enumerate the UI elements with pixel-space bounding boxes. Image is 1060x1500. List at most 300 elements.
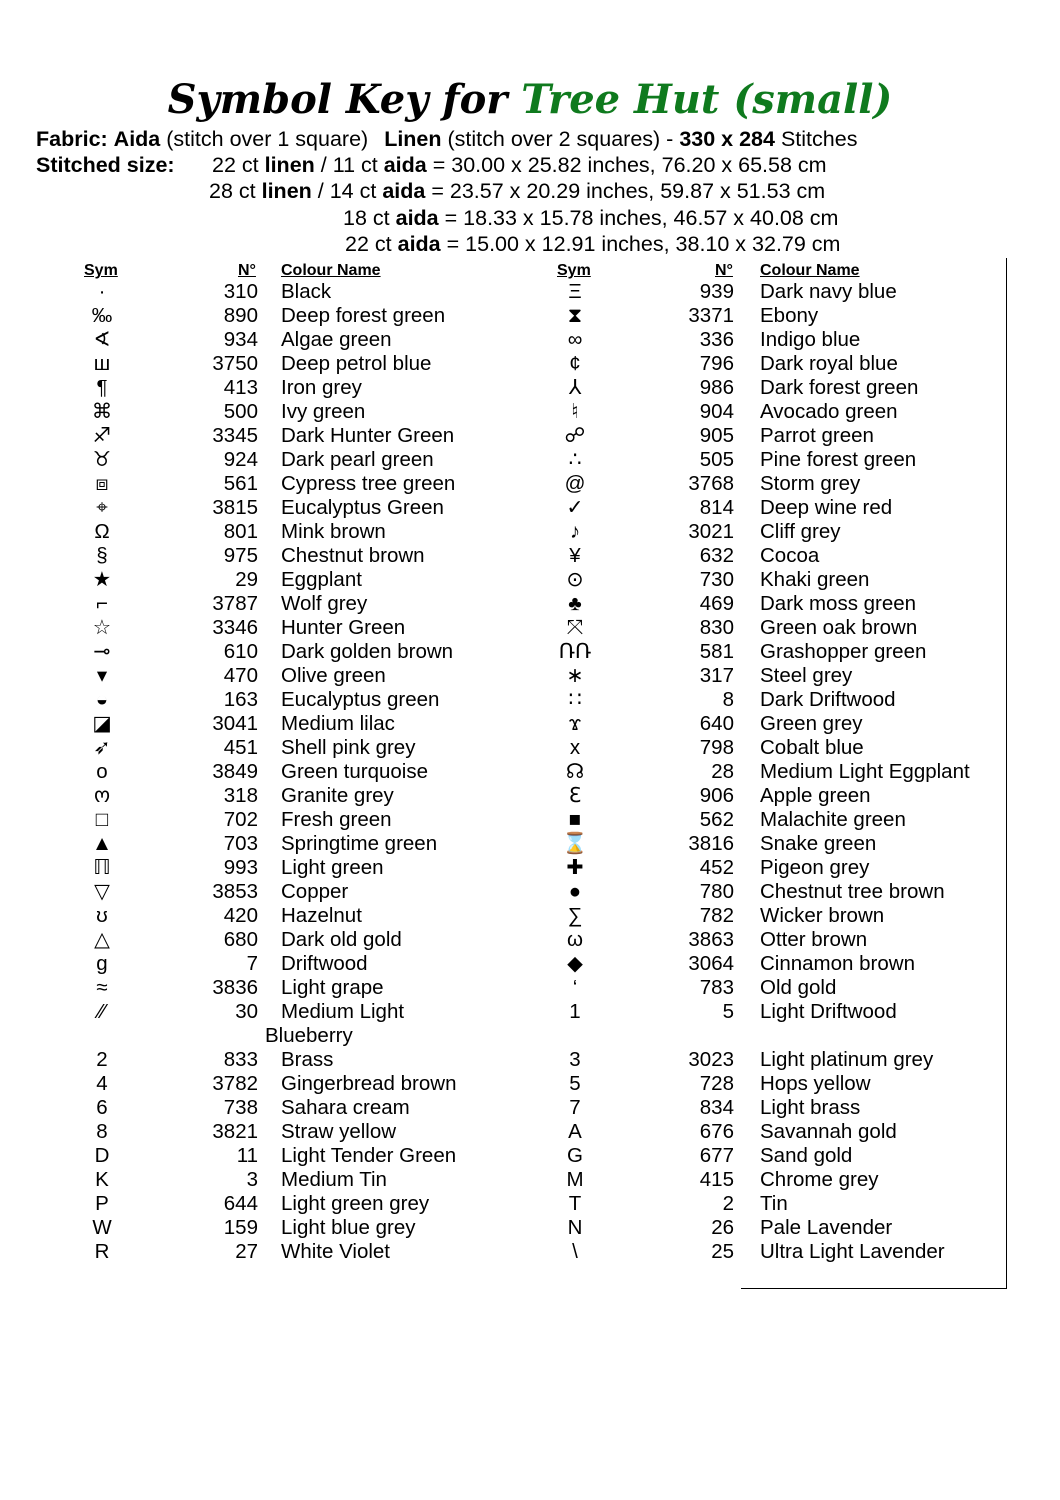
dmc-number: 30 bbox=[235, 1000, 258, 1023]
colour-name: Ivy green bbox=[281, 400, 366, 423]
table-row bbox=[82, 1240, 502, 1264]
table-row bbox=[555, 1240, 995, 1264]
symbol-glyph: □ bbox=[95, 808, 109, 831]
dmc-number: 3041 bbox=[212, 712, 258, 735]
header-num-left: N° bbox=[238, 262, 256, 279]
dmc-number: 3853 bbox=[212, 880, 258, 903]
colour-name: Olive green bbox=[281, 664, 386, 687]
symbol-glyph: ⁄⁄ bbox=[98, 1000, 106, 1023]
symbol-glyph: 4 bbox=[96, 1072, 108, 1095]
table-row bbox=[82, 1144, 502, 1168]
colour-name: Savannah gold bbox=[760, 1120, 897, 1143]
table-row bbox=[555, 760, 995, 784]
table-row bbox=[555, 616, 995, 640]
symbol-glyph: @ bbox=[564, 472, 586, 495]
colour-name: Sahara cream bbox=[281, 1096, 410, 1119]
fabric-label: Fabric: bbox=[36, 127, 108, 151]
table-row bbox=[82, 448, 502, 472]
table-row bbox=[555, 664, 995, 688]
dmc-number: 834 bbox=[699, 1096, 734, 1119]
colour-name: Dark old gold bbox=[281, 928, 402, 951]
symbol-glyph: N bbox=[567, 1216, 583, 1239]
table-row bbox=[82, 640, 502, 664]
symbol-glyph: ¶ bbox=[96, 376, 108, 399]
colour-name: Mink brown bbox=[281, 520, 386, 543]
dmc-number: 415 bbox=[699, 1168, 734, 1191]
symbol-glyph: A bbox=[568, 1120, 582, 1143]
dmc-number: 336 bbox=[699, 328, 734, 351]
table-row bbox=[555, 280, 995, 304]
table-row bbox=[555, 568, 995, 592]
colour-name: Ultra Light Lavender bbox=[760, 1240, 945, 1263]
dmc-number: 163 bbox=[223, 688, 258, 711]
size-line-3 bbox=[343, 205, 838, 231]
symbol-glyph: ⌛ bbox=[562, 832, 588, 855]
colour-name: Hazelnut bbox=[281, 904, 362, 927]
header-num-right: N° bbox=[715, 262, 733, 279]
colour-name: Shell pink grey bbox=[281, 736, 416, 759]
dmc-number: 676 bbox=[699, 1120, 734, 1143]
dmc-number: 833 bbox=[223, 1048, 258, 1071]
table-row bbox=[555, 784, 995, 808]
colour-name: Driftwood bbox=[281, 952, 368, 975]
dmc-number: 420 bbox=[223, 904, 258, 927]
dmc-number: 413 bbox=[223, 376, 258, 399]
symbol-glyph: ■ bbox=[568, 808, 582, 831]
table-row bbox=[555, 928, 995, 952]
dmc-number: 3821 bbox=[212, 1120, 258, 1143]
symbol-glyph: ▽ bbox=[94, 880, 110, 903]
colour-name: Indigo blue bbox=[760, 328, 861, 351]
table-row bbox=[82, 904, 502, 928]
symbol-glyph: P bbox=[95, 1192, 109, 1215]
symbol-glyph: ℇ bbox=[568, 784, 582, 807]
symbol-glyph: ♐ bbox=[92, 424, 112, 447]
table-row bbox=[555, 304, 995, 328]
dmc-number: 318 bbox=[223, 784, 258, 807]
table-row bbox=[82, 1168, 502, 1192]
table-row bbox=[555, 592, 995, 616]
symbol-glyph: ՌՌ bbox=[558, 640, 592, 663]
dmc-number: 11 bbox=[236, 1144, 258, 1167]
dmc-number: 451 bbox=[223, 736, 258, 759]
dmc-number: 730 bbox=[699, 568, 734, 591]
fabric-aida-note: (stitch over 1 square) bbox=[166, 127, 369, 151]
symbol-glyph: T bbox=[568, 1192, 582, 1215]
symbol-glyph: ✓ bbox=[566, 496, 584, 519]
colour-name: Deep petrol blue bbox=[281, 352, 432, 375]
table-row bbox=[82, 616, 502, 640]
colour-name: Hops yellow bbox=[760, 1072, 871, 1095]
symbol-glyph: ⌘ bbox=[91, 400, 113, 423]
colour-name: Light blue grey bbox=[281, 1216, 416, 1239]
dmc-number: 505 bbox=[699, 448, 734, 471]
symbol-glyph: 7 bbox=[569, 1096, 581, 1119]
colour-name: Light grape bbox=[281, 976, 384, 999]
symbol-glyph: R bbox=[94, 1240, 110, 1263]
symbol-glyph: ☍ bbox=[564, 424, 586, 447]
colour-name: Cypress tree green bbox=[281, 472, 456, 495]
symbol-glyph: ʊ bbox=[96, 904, 108, 927]
table-row bbox=[82, 376, 502, 400]
dmc-number: 3768 bbox=[688, 472, 734, 495]
symbol-glyph: 1 bbox=[569, 1000, 581, 1023]
table-right-border bbox=[1006, 258, 1007, 1288]
symbol-glyph: ‰ bbox=[91, 304, 113, 327]
colour-name: Eggplant bbox=[281, 568, 362, 591]
symbol-glyph: ∑ bbox=[567, 904, 583, 927]
table-row bbox=[555, 328, 995, 352]
colour-name: Light green grey bbox=[281, 1192, 430, 1215]
symbol-glyph: ☊ bbox=[565, 760, 585, 783]
symbol-glyph: 5 bbox=[569, 1072, 581, 1095]
table-row bbox=[82, 784, 502, 808]
size-line-4-e: = 15.00 x 12.91 inches, 38.10 x 32.79 cm bbox=[446, 232, 841, 256]
table-row bbox=[82, 1096, 502, 1120]
colour-name: Cobalt blue bbox=[760, 736, 864, 759]
size-line-2-e: = 23.57 x 20.29 inches, 59.87 x 51.53 cm bbox=[431, 179, 826, 203]
colour-name: Avocado green bbox=[760, 400, 898, 423]
colour-name: Deep wine red bbox=[760, 496, 893, 519]
dmc-number: 783 bbox=[699, 976, 734, 999]
table-row bbox=[82, 400, 502, 424]
dmc-number: 830 bbox=[699, 616, 734, 639]
symbol-glyph: ш bbox=[93, 352, 111, 375]
symbol-glyph: § bbox=[96, 544, 108, 567]
table-row bbox=[555, 520, 995, 544]
table-row bbox=[82, 592, 502, 616]
dmc-number: 3023 bbox=[688, 1048, 734, 1071]
table-row bbox=[555, 1168, 995, 1192]
dmc-number: 780 bbox=[699, 880, 734, 903]
left-symbol-table bbox=[82, 280, 502, 1264]
colour-name: Tin bbox=[760, 1192, 788, 1215]
dmc-number: 703 bbox=[223, 832, 258, 855]
dmc-number: 3782 bbox=[212, 1072, 258, 1095]
table-row bbox=[555, 952, 995, 976]
table-row bbox=[82, 736, 502, 760]
dmc-number: 8 bbox=[722, 688, 734, 711]
symbol-glyph: ▾ bbox=[96, 664, 108, 687]
dmc-number: 469 bbox=[699, 592, 734, 615]
colour-name: Chrome grey bbox=[760, 1168, 879, 1191]
symbol-glyph: ⊙ bbox=[566, 568, 584, 591]
table-row bbox=[82, 1072, 502, 1096]
table-row bbox=[82, 424, 502, 448]
table-row bbox=[82, 496, 502, 520]
table-row bbox=[555, 1216, 995, 1240]
dmc-number: 29 bbox=[235, 568, 258, 591]
dmc-number: 3863 bbox=[688, 928, 734, 951]
symbol-glyph: ★ bbox=[92, 568, 112, 591]
dmc-number: 3849 bbox=[212, 760, 258, 783]
dmc-number: 7 bbox=[246, 952, 258, 975]
dmc-number: 28 bbox=[711, 760, 734, 783]
table-row bbox=[82, 664, 502, 688]
dmc-number: 782 bbox=[699, 904, 734, 927]
dmc-number: 561 bbox=[223, 472, 258, 495]
dmc-number: 905 bbox=[699, 424, 734, 447]
symbol-glyph: ⌐ bbox=[96, 592, 108, 615]
dmc-number: 680 bbox=[223, 928, 258, 951]
symbol-glyph: D bbox=[94, 1144, 110, 1167]
colour-name: Medium lilac bbox=[281, 712, 395, 735]
colour-name: Deep forest green bbox=[281, 304, 446, 327]
colour-name: Old gold bbox=[760, 976, 837, 999]
dmc-number: 25 bbox=[711, 1240, 734, 1263]
header-sym-left: Sym bbox=[84, 262, 118, 279]
dmc-number: 3750 bbox=[212, 352, 258, 375]
size-line-3-a: 18 ct bbox=[343, 206, 390, 230]
table-row bbox=[555, 1072, 995, 1096]
dmc-number: 814 bbox=[699, 496, 734, 519]
symbol-glyph: x bbox=[569, 736, 581, 759]
table-row bbox=[82, 952, 502, 976]
dmc-number: 738 bbox=[223, 1096, 258, 1119]
dmc-number: 310 bbox=[223, 280, 258, 303]
dmc-number: 632 bbox=[699, 544, 734, 567]
table-row bbox=[555, 880, 995, 904]
table-row bbox=[82, 472, 502, 496]
dmc-number: 470 bbox=[223, 664, 258, 687]
dmc-number: 5 bbox=[722, 1000, 734, 1023]
table-row bbox=[82, 712, 502, 736]
fabric-aida: Aida bbox=[113, 127, 161, 151]
colour-name: Dark navy blue bbox=[760, 280, 897, 303]
colour-name: Springtime green bbox=[281, 832, 438, 855]
symbol-glyph: ⌖ bbox=[96, 496, 108, 519]
colour-name: Gingerbread brown bbox=[281, 1072, 457, 1095]
stitched-size-label: Stitched size: bbox=[36, 153, 175, 177]
colour-name: Apple green bbox=[760, 784, 871, 807]
colour-name: Ebony bbox=[760, 304, 819, 327]
dmc-number: 904 bbox=[699, 400, 734, 423]
table-row bbox=[82, 880, 502, 904]
symbol-glyph: ⤧ bbox=[566, 616, 584, 639]
table-bottom-border bbox=[741, 1288, 1007, 1289]
dmc-number: 677 bbox=[699, 1144, 734, 1167]
size-line-4-d: aida bbox=[397, 232, 441, 256]
colour-name: Hunter Green bbox=[281, 616, 406, 639]
colour-name: Light brass bbox=[760, 1096, 861, 1119]
dmc-number: 934 bbox=[223, 328, 258, 351]
table-row bbox=[82, 1216, 502, 1240]
symbol-glyph: ω bbox=[566, 928, 583, 951]
symbol-glyph: K bbox=[95, 1168, 109, 1191]
colour-name: Light green bbox=[281, 856, 384, 879]
colour-name-continued: Blueberry bbox=[265, 1024, 353, 1047]
table-row bbox=[82, 832, 502, 856]
dmc-number: 3787 bbox=[212, 592, 258, 615]
table-row bbox=[82, 688, 502, 712]
dmc-number: 3815 bbox=[212, 496, 258, 519]
symbol-glyph: 8 bbox=[96, 1120, 108, 1143]
table-row bbox=[555, 448, 995, 472]
dmc-number: 993 bbox=[223, 856, 258, 879]
colour-name: Eucalyptus green bbox=[281, 688, 440, 711]
table-row bbox=[555, 472, 995, 496]
colour-name: Cinnamon brown bbox=[760, 952, 915, 975]
table-row bbox=[555, 400, 995, 424]
table-row bbox=[555, 736, 995, 760]
dmc-number: 27 bbox=[235, 1240, 258, 1263]
table-row bbox=[82, 304, 502, 328]
table-row bbox=[555, 1096, 995, 1120]
dmc-number: 890 bbox=[223, 304, 258, 327]
dmc-number: 2 bbox=[722, 1192, 734, 1215]
colour-name: Dark moss green bbox=[760, 592, 917, 615]
size-line-1-e: = 30.00 x 25.82 inches, 76.20 x 65.58 cm bbox=[432, 153, 827, 177]
size-line-1-a: 22 ct bbox=[212, 153, 259, 177]
colour-name: Storm grey bbox=[760, 472, 861, 495]
dmc-number: 702 bbox=[223, 808, 258, 831]
colour-name: Dark pearl green bbox=[281, 448, 434, 471]
header-name-right: Colour Name bbox=[760, 262, 860, 279]
symbol-glyph: ♮ bbox=[571, 400, 579, 423]
table-row bbox=[555, 1192, 995, 1216]
symbol-glyph: ∞ bbox=[567, 328, 583, 351]
colour-name: Pigeon grey bbox=[760, 856, 870, 879]
dmc-number: 796 bbox=[699, 352, 734, 375]
size-line-2 bbox=[209, 178, 825, 204]
size-line-4-a: 22 ct bbox=[345, 232, 392, 256]
colour-name: Khaki green bbox=[760, 568, 870, 591]
stitch-word: Stitches bbox=[780, 127, 858, 151]
dmc-number: 317 bbox=[699, 664, 734, 687]
table-row bbox=[82, 568, 502, 592]
colour-name: Light platinum grey bbox=[760, 1048, 934, 1071]
fabric-linen: Linen bbox=[384, 127, 442, 151]
dmc-number: 798 bbox=[699, 736, 734, 759]
symbol-glyph: 3 bbox=[569, 1048, 581, 1071]
symbol-glyph: M bbox=[566, 1168, 584, 1191]
table-row bbox=[82, 520, 502, 544]
colour-name: Medium Tin bbox=[281, 1168, 387, 1191]
table-row bbox=[82, 544, 502, 568]
symbol-glyph: ¢ bbox=[569, 352, 581, 375]
size-line-2-b: linen bbox=[261, 179, 312, 203]
dmc-number: 3064 bbox=[688, 952, 734, 975]
symbol-glyph: ⧈ bbox=[95, 472, 109, 495]
dmc-number: 906 bbox=[699, 784, 734, 807]
size-line-2-c: / 14 ct bbox=[317, 179, 377, 203]
dmc-number: 26 bbox=[711, 1216, 734, 1239]
table-row bbox=[82, 976, 502, 1000]
dmc-number: 562 bbox=[699, 808, 734, 831]
symbol-glyph: g bbox=[96, 952, 108, 975]
table-row bbox=[82, 328, 502, 352]
title-prefix: Symbol Key for bbox=[167, 76, 508, 123]
colour-name: Wicker brown bbox=[760, 904, 885, 927]
colour-name: Pine forest green bbox=[760, 448, 917, 471]
colour-name: Dark forest green bbox=[760, 376, 919, 399]
header-sym-right: Sym bbox=[557, 262, 591, 279]
table-row bbox=[82, 928, 502, 952]
table-row bbox=[82, 280, 502, 304]
colour-name: Iron grey bbox=[281, 376, 362, 399]
table-row bbox=[555, 1048, 995, 1072]
colour-name: Malachite green bbox=[760, 808, 906, 831]
colour-name: Dark Driftwood bbox=[760, 688, 896, 711]
dmc-number: 975 bbox=[223, 544, 258, 567]
colour-name: Cocoa bbox=[760, 544, 820, 567]
dmc-number: 3816 bbox=[688, 832, 734, 855]
table-row bbox=[82, 1048, 502, 1072]
table-row bbox=[82, 808, 502, 832]
symbol-glyph: ⊸ bbox=[93, 640, 111, 663]
symbol-glyph: ◒ bbox=[95, 688, 109, 711]
colour-name: Chestnut brown bbox=[281, 544, 425, 567]
table-row bbox=[555, 832, 995, 856]
right-symbol-table bbox=[555, 280, 995, 1264]
symbol-glyph: · bbox=[98, 280, 106, 303]
stitch-count: 330 x 284 bbox=[679, 127, 775, 151]
table-row bbox=[82, 352, 502, 376]
dmc-number: 728 bbox=[699, 1072, 734, 1095]
table-row bbox=[82, 1192, 502, 1216]
symbol-glyph: ო bbox=[93, 784, 111, 807]
colour-name: Algae green bbox=[281, 328, 392, 351]
symbol-glyph: ♉ bbox=[92, 448, 112, 471]
symbol-glyph: 2 bbox=[96, 1048, 108, 1071]
dmc-number: 3021 bbox=[688, 520, 734, 543]
dmc-number: 3371 bbox=[688, 304, 734, 327]
symbol-glyph: Ω bbox=[94, 520, 110, 543]
dmc-number: 610 bbox=[223, 640, 258, 663]
colour-name: Dark Hunter Green bbox=[281, 424, 455, 447]
colour-name: Snake green bbox=[760, 832, 877, 855]
table-row bbox=[82, 760, 502, 784]
table-row bbox=[555, 808, 995, 832]
colour-name: Otter brown bbox=[760, 928, 868, 951]
colour-name: Chestnut tree brown bbox=[760, 880, 945, 903]
colour-name: Black bbox=[281, 280, 332, 303]
colour-name: Medium Light Eggplant bbox=[760, 760, 970, 783]
symbol-glyph: ▲ bbox=[91, 832, 113, 855]
size-line-1-d: aida bbox=[383, 153, 427, 177]
symbol-glyph: ● bbox=[568, 880, 582, 903]
table-row bbox=[82, 1000, 502, 1024]
colour-name: Medium Light bbox=[281, 1000, 405, 1023]
symbol-glyph: W bbox=[92, 1216, 112, 1239]
dmc-number: 644 bbox=[223, 1192, 258, 1215]
dmc-number: 452 bbox=[699, 856, 734, 879]
colour-name: Dark golden brown bbox=[281, 640, 454, 663]
table-row bbox=[555, 352, 995, 376]
dmc-number: 500 bbox=[223, 400, 258, 423]
table-row bbox=[555, 1000, 995, 1024]
colour-name: Light Tender Green bbox=[281, 1144, 457, 1167]
colour-name: Green oak brown bbox=[760, 616, 918, 639]
symbol-glyph: \ bbox=[572, 1240, 578, 1263]
fabric-linen-note: (stitch over 2 squares) - bbox=[447, 127, 674, 151]
colour-name: Pale Lavender bbox=[760, 1216, 893, 1239]
dmc-number: 3 bbox=[246, 1168, 258, 1191]
table-row bbox=[555, 640, 995, 664]
size-line-1-b: linen bbox=[264, 153, 315, 177]
table-row bbox=[82, 856, 502, 880]
dmc-number: 924 bbox=[223, 448, 258, 471]
colour-name: Green turquoise bbox=[281, 760, 429, 783]
table-row bbox=[82, 1120, 502, 1144]
pattern-name: Tree Hut (small) bbox=[521, 76, 893, 123]
size-line-3-e: = 18.33 x 15.78 inches, 46.57 x 40.08 cm bbox=[444, 206, 839, 230]
symbol-glyph: ≈ bbox=[96, 976, 108, 999]
colour-name: Sand gold bbox=[760, 1144, 853, 1167]
table-row bbox=[555, 712, 995, 736]
dmc-number: 3345 bbox=[212, 424, 258, 447]
symbol-glyph: ♪ bbox=[569, 520, 581, 543]
